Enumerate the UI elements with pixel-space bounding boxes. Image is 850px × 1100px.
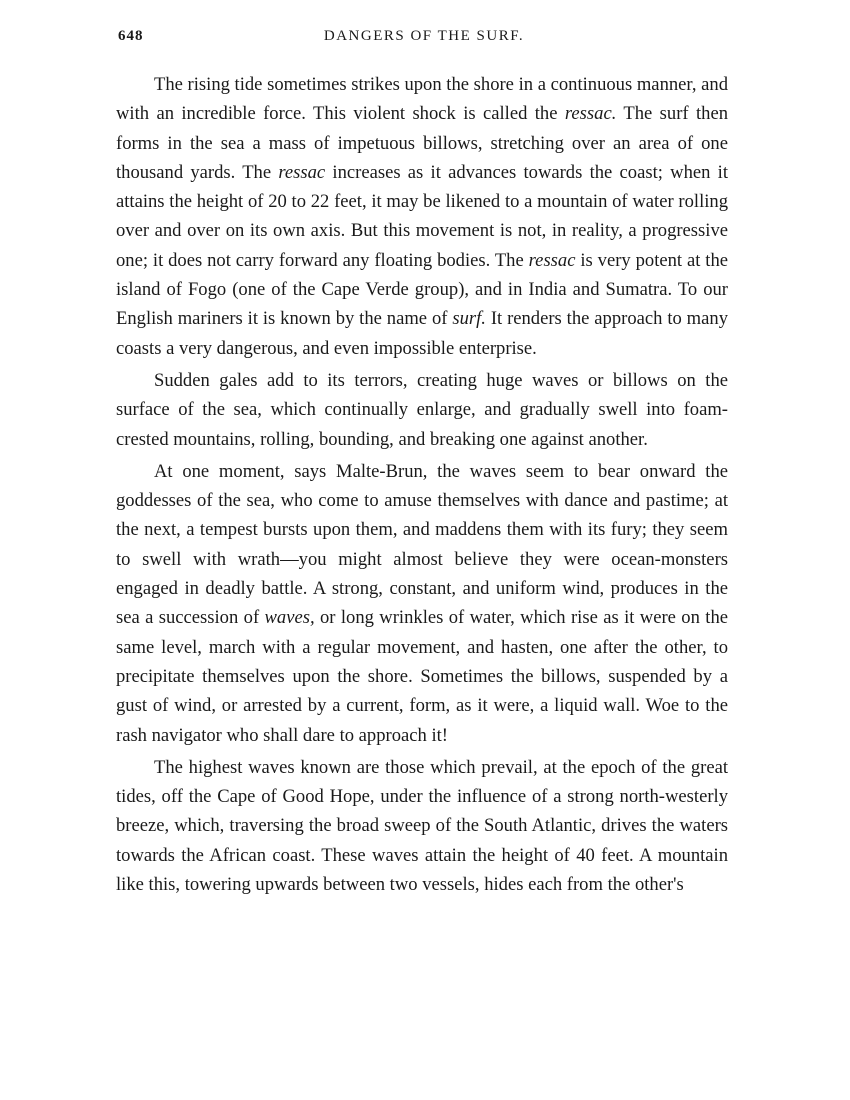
text-segment: It renders the approach to many coasts a very dangerous, and even impossible enterprise. [116,308,728,359]
paragraph [116,457,728,750]
italic-term: surf. [452,308,486,330]
text-segment: Sudden gales add to its terrors, creating huge waves or billows on the surface of the sea, which continually enlarge, and gradually swell into foam-crested mountains, rolling, bounding, and breaking one against another. [116,369,728,450]
text-segment: The highest waves known are those which prevail, at the epoch of the great tides, off the Cape of Good Hope, under the influence of a strong north-westerly breeze, which, traversing the broad sweep of the South Atlantic, drives the waters towards the African coast. These waves attain the height of 40 feet. A mountain like this, towering upwards between two vessels, hides each from the other's [116,756,728,896]
text-segment: The surf then forms in the sea a mass of impetuous billows, stretching over an area of one thousand yards. The [116,103,728,183]
text-segment: At one moment, says Malte-Brun, the waves seem to bear onward the goddesses of the sea, who come to amuse themselves with dance and pastime; at the next, a tempest bursts upon them, and maddens them with its fury; they seem to swell with wrath—you might almost believe they were ocean-monsters engaged in deadly battle. A strong, constant, and uniform wind, produces in the sea a succession of [116,460,728,629]
paragraph [116,366,728,454]
italic-term: ressac [278,161,326,183]
page-number: 648 [118,28,144,44]
text-segment: increases as it advances towards the coast; when it attains the height of 20 to 22 feet, it may be likened to a mountain of water rolling over and over on its own axis. But this movement is not, in reality, a progressive one; it does not carry forward any floating bodies. The [116,161,728,271]
italic-term: ressac. [564,103,617,125]
italic-term: waves, [264,607,315,629]
body-text [116,70,728,902]
italic-term: ressac [528,249,576,271]
running-title: DANGERS OF THE SURF. [323,28,525,44]
text-segment: or long wrinkles of water, which rise as it were on the same level, march with a regular movement, and hasten, one after the other, to precipitate themselves upon the shore. Sometimes the billows, suspended by a gust of wind, or arrested by a current, form, as it were, a liquid wall. Woe to the rash navigator who shall dare to approach it! [116,607,728,746]
paragraph [116,753,728,899]
paragraph [116,70,728,363]
text-segment: The rising tide sometimes strikes upon the shore in a continuous manner, and with an incredible force. This violent shock is called the [116,74,729,125]
page-header [118,28,730,52]
text-segment: is very potent at the island of Fogo (one of the Cape Verde group), and in India and Sumatra. To our English mariners it is known by the name of [116,249,729,330]
